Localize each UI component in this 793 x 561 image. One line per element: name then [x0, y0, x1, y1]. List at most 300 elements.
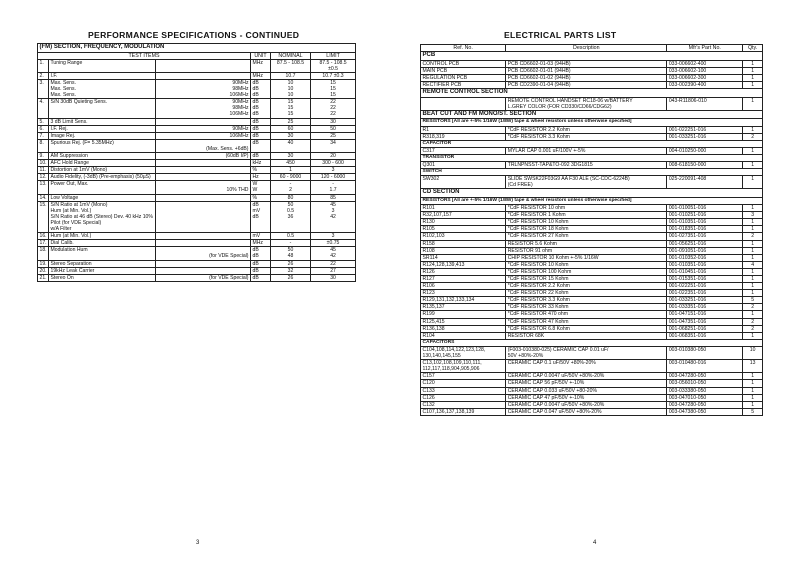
part-description: MYLAR CAP 0.001 uF/100V +-5%: [506, 147, 667, 154]
spec-item: Audio Fidelity, (-3dB) (Pre-emphasis) (50µS): [49, 174, 156, 181]
subsection-heading: RESISTORS [All are +-5% 1/16W (1/8W) tape & wheel resistors unless otherwise specified]: [421, 197, 763, 204]
spec-item: 3 dB Limit Sens.: [49, 118, 156, 125]
part-qty: 1: [743, 126, 763, 133]
spec-unit: dB: [251, 153, 271, 160]
part-ref: R127: [421, 276, 506, 283]
electrical-parts-table: [420, 44, 763, 416]
part-description: *CdF RESISTOR 22 Kohm: [506, 290, 667, 297]
part-description: CERAMIC CAP 0.047 uF/50V +80%-20%: [506, 408, 667, 415]
spec-number: 6.: [38, 125, 49, 132]
spec-unit: W W: [251, 181, 271, 194]
spec-number: 10.: [39, 160, 47, 167]
part-number: 001-033251-016: [667, 133, 743, 140]
spec-condition: 90MHz: [156, 125, 251, 132]
spec-row: [38, 194, 356, 201]
col-header-test-items: TEST ITEMS: [38, 52, 251, 59]
part-ref: R199: [421, 311, 506, 318]
spec-limit: 3: [311, 167, 356, 174]
part-qty: 2: [743, 304, 763, 311]
spec-condition: [156, 59, 251, 72]
spec-unit: dB dB: [251, 247, 271, 260]
spec-item: Hum (at Min. Vol.): [49, 233, 156, 240]
spec-limit: 87.5 - 108.5 ±0.5: [311, 59, 356, 72]
spec-item: AM Suppression: [49, 153, 156, 160]
part-row: [421, 380, 763, 387]
part-number: 001-033251-016: [667, 297, 743, 304]
spec-nominal: 30: [271, 153, 311, 160]
part-ref: MAIN PCB: [421, 67, 506, 74]
spec-nominal: 50 48: [271, 247, 311, 260]
part-number: 001-010451-016: [667, 268, 743, 275]
spec-nominal: 0.5: [271, 233, 311, 240]
part-qty: 5: [743, 408, 763, 415]
spec-number: 21.: [39, 274, 47, 281]
spec-condition: [156, 233, 251, 240]
subsection-heading: TRANSISTOR: [421, 154, 763, 161]
part-number: 003-047380-050: [667, 408, 743, 415]
part-ref: RECTIFIER PCB: [421, 81, 506, 88]
spec-condition: [156, 118, 251, 125]
part-row: [421, 162, 763, 169]
spec-limit: 45 3 42: [311, 201, 356, 232]
col-header-unit: UNIT: [251, 52, 271, 59]
part-number: 001-022351-016: [667, 290, 743, 297]
part-description: REMOTE CONTROL HANDSET RC18-06 w/BATTERY L.GREY COLOR (FOR CD330/CD66/CDG62): [506, 97, 667, 110]
part-row: [421, 325, 763, 332]
part-description: *CdF RESISTOR 3.3 Kohm: [506, 133, 667, 140]
part-ref: C104,108,114,122,123,128, 130,140,145,155: [421, 346, 506, 359]
section-heading: REMOTE CONTROL SECTION: [421, 89, 763, 98]
part-description: *CdF RESISTOR 27 Kohm: [506, 233, 667, 240]
part-number: 004-010250-000: [667, 147, 743, 154]
page-title: PERFORMANCE SPECIFICATIONS - CONTINUED: [88, 30, 300, 40]
part-number: 001-033351-016: [667, 304, 743, 311]
part-ref: R108: [421, 247, 506, 254]
spec-item: Tuning Range: [49, 59, 156, 72]
part-qty: 1: [743, 219, 763, 226]
part-description: CERAMIC CAP 0.0047 uF/50V +80%-20%: [506, 401, 667, 408]
spec-unit: MHz: [251, 59, 271, 72]
part-number: 003-056010-050: [667, 380, 743, 387]
part-number: 033-006602-400: [667, 60, 743, 67]
part-number: 001-022251-016: [667, 283, 743, 290]
part-description: TRLNPNSST-TAP&TO-092 3DG1815: [506, 162, 667, 169]
part-description: CERAMIC CAP 47 pF/50V +-10%: [506, 394, 667, 401]
spec-row: [38, 72, 356, 79]
part-row: [421, 373, 763, 380]
part-ref: R158: [421, 240, 506, 247]
spec-condition: [156, 201, 251, 232]
part-row: [421, 126, 763, 133]
part-number: 001-068251-016: [667, 325, 743, 332]
part-description: PCB CD6602-01-01 (94HB): [506, 67, 667, 74]
spec-nominal: 15 15 15: [271, 99, 311, 118]
spec-item: 19kHz Leak Carrier: [49, 267, 156, 274]
spec-unit: dB: [251, 267, 271, 274]
spec-unit: dB dB dB: [251, 99, 271, 118]
part-row: [421, 346, 763, 359]
spec-limit: 22 22 22: [311, 99, 356, 118]
spec-row: [38, 132, 356, 139]
spec-item: S/N Ratio at 1mV (Mono) Hum (at Min. Vol.) S/N Ratio at 46 dB (Stereo) Dev. 40 kHz 10% Pilot (for VDE Special) w/A Filter: [49, 201, 156, 232]
spec-condition: 90MHz 98MHz 106MHz: [156, 99, 251, 118]
spec-row: [38, 139, 356, 152]
part-ref: C126: [421, 394, 506, 401]
part-description: *CdF RESISTOR 47 Kohm: [506, 318, 667, 325]
spec-number: 2.: [38, 72, 49, 79]
part-row: [421, 332, 763, 339]
part-ref: R129,131,132,133,134: [421, 297, 506, 304]
part-number: 033-002390-400: [667, 81, 743, 88]
section-row: [421, 110, 763, 119]
spec-nominal: 30: [271, 132, 311, 139]
spec-number: 11.: [38, 167, 49, 174]
part-description: *CdF RESISTOR 100 Kohm: [506, 268, 667, 275]
part-qty: 1: [743, 268, 763, 275]
spec-row: [38, 160, 356, 167]
spec-unit: dB dB dB: [251, 79, 271, 98]
section-heading: CD SECTION: [421, 189, 763, 198]
spec-number: 3.: [38, 79, 49, 98]
spec-number: 19.: [39, 260, 47, 267]
part-number: 001-010351-016: [667, 219, 743, 226]
spec-condition: 106MHz: [156, 132, 251, 139]
part-row: [421, 133, 763, 140]
col-header-ref-no: Ref. No.: [421, 45, 506, 52]
part-number: 001-056251-016: [667, 240, 743, 247]
part-qty: 4: [743, 261, 763, 268]
spec-condition: [156, 160, 251, 167]
spec-unit: %: [251, 167, 271, 174]
spec-number: 18.: [38, 247, 49, 260]
part-number: 003-033380-050: [667, 387, 743, 394]
part-row: [421, 261, 763, 268]
part-description: *CdF RESISTOR 2.2 Kohm: [506, 283, 667, 290]
spec-limit: 30: [311, 274, 356, 281]
part-qty: 1: [743, 276, 763, 283]
part-qty: 1: [743, 74, 763, 81]
page-number: 3: [196, 540, 200, 546]
spec-item: Power Out, Max.: [49, 181, 156, 194]
spec-number: 7.: [38, 132, 49, 139]
part-qty: 1: [743, 283, 763, 290]
spec-row: [38, 247, 356, 260]
spec-condition: (for VDE Special): [156, 274, 251, 281]
spec-nominal: 40: [271, 139, 311, 152]
part-description: *CdF RESISTOR 33 Kohm: [506, 304, 667, 311]
spec-row: [38, 233, 356, 240]
part-row: [421, 387, 763, 394]
part-description: *CdF RESISTOR 6.8 Kohm: [506, 325, 667, 332]
part-qty: 1: [743, 290, 763, 297]
subsection-heading: CAPACITORS: [421, 339, 763, 346]
col-header-nominal: NOMINAL: [271, 52, 311, 59]
part-qty: 1: [743, 380, 763, 387]
part-qty: 1: [743, 226, 763, 233]
part-qty: 5: [743, 297, 763, 304]
part-ref: R104: [421, 332, 506, 339]
part-row: [421, 318, 763, 325]
spec-nominal: 87.5 - 108.5: [271, 59, 311, 72]
part-description: *CdF RESISTOR 10 Kohm: [506, 261, 667, 268]
spec-limit: 3: [311, 233, 356, 240]
spec-row: [38, 153, 356, 160]
part-number: 001-091051-016: [667, 247, 743, 254]
spec-number: 17.: [39, 240, 47, 247]
part-number: 025-220091-408: [667, 176, 743, 189]
part-qty: 3: [743, 212, 763, 219]
spec-condition: [156, 260, 251, 267]
part-number: 033-006602-100: [667, 67, 743, 74]
part-ref: R126: [421, 268, 506, 275]
spec-limit: 300 - 600: [311, 160, 356, 167]
part-qty: 1: [743, 147, 763, 154]
spec-row: [38, 240, 356, 247]
part-row: [421, 401, 763, 408]
col-header-limit: LIMIT: [311, 52, 356, 59]
part-qty: 1: [743, 373, 763, 380]
spec-number: 16.: [39, 233, 47, 240]
spec-limit: 85: [311, 194, 356, 201]
spec-row: [38, 79, 356, 98]
part-description: (F003-010380-025) CERAMIC CAP 0.01 uF/ 50V +80%-20%: [506, 346, 667, 359]
part-number: 001-047151-016: [667, 311, 743, 318]
part-ref: R124,128,139,413: [421, 261, 506, 268]
part-number: 003-047010-050: [667, 394, 743, 401]
part-description: CERAMIC CAP 0.1 uF/50V +80%-20%: [506, 360, 667, 373]
part-qty: 1: [743, 97, 763, 110]
part-ref: R136,138: [421, 325, 506, 332]
part-description: *CdF RESISTOR 1 Kohm: [506, 212, 667, 219]
part-number: 008-618150-000: [667, 162, 743, 169]
part-description: *CdF RESISTOR 10 Kohm: [506, 219, 667, 226]
spec-condition: [156, 240, 251, 247]
part-ref: CONTROL PCB: [421, 60, 506, 67]
part-row: [421, 74, 763, 81]
spec-row: [38, 118, 356, 125]
part-description: PCB CD2390-01-04 (94HB): [506, 81, 667, 88]
part-row: [421, 240, 763, 247]
part-row: [421, 233, 763, 240]
part-ref: R1: [421, 126, 506, 133]
spec-condition: 10% THD: [156, 181, 251, 194]
spec-item: I.F. Rej.: [49, 125, 156, 132]
spec-nominal: 80: [271, 194, 311, 201]
part-row: [421, 360, 763, 373]
part-qty: 1: [743, 240, 763, 247]
left-page: [0, 0, 396, 561]
subsection-row: [421, 154, 763, 161]
spec-nominal: -: [271, 240, 311, 247]
part-description: *CdF RESISTOR 10 ohm: [506, 205, 667, 212]
spec-unit: dB: [251, 260, 271, 267]
spec-nominal: - 2: [271, 181, 311, 194]
part-qty: 1: [743, 401, 763, 408]
spec-condition: 90MHz 98MHz 106MHz: [156, 79, 251, 98]
subsection-row: [421, 140, 763, 147]
part-row: [421, 276, 763, 283]
spec-condition: [156, 194, 251, 201]
part-number: 001-015351-016: [667, 276, 743, 283]
spec-row: [38, 274, 356, 281]
part-ref: R106: [421, 283, 506, 290]
section-row: [421, 52, 763, 61]
spec-number: 4.: [38, 99, 49, 118]
part-qty: 1: [743, 387, 763, 394]
spec-item: Stereo Separation: [49, 260, 156, 267]
part-ref: C133: [421, 387, 506, 394]
part-description: *CdF RESISTOR 15 Kohm: [506, 276, 667, 283]
spec-condition: [156, 167, 251, 174]
spec-item: S/N 30dB Quieting Sens.: [49, 99, 156, 118]
part-row: [421, 290, 763, 297]
spec-limit: - 1.7: [311, 181, 356, 194]
page-number: 4: [593, 540, 597, 546]
spec-limit: 120 - 6000: [311, 174, 356, 181]
part-row: [421, 60, 763, 67]
spec-nominal: 26: [271, 260, 311, 267]
part-row: [421, 97, 763, 110]
part-ref: R130: [421, 219, 506, 226]
spec-number: 14.: [39, 194, 47, 201]
part-number: 033-006602-300: [667, 74, 743, 81]
spec-nominal: 450: [271, 160, 311, 167]
spec-nominal: 1: [271, 167, 311, 174]
part-row: [421, 394, 763, 401]
part-number: 001-018351-016: [667, 226, 743, 233]
part-description: CERAMIC CAP 0.0047 uF/50V +80%-20%: [506, 373, 667, 380]
part-ref: R135,137: [421, 304, 506, 311]
spec-item: Modulation Hum: [49, 247, 156, 260]
col-header-description: Description: [506, 45, 667, 52]
part-number: 001-010251-016: [667, 212, 743, 219]
part-ref: C317: [421, 147, 506, 154]
subsection-row: [421, 197, 763, 204]
part-row: [421, 205, 763, 212]
spec-condition: [156, 267, 251, 274]
part-number: 001-010352-016: [667, 254, 743, 261]
spec-nominal: 32: [271, 267, 311, 274]
subsection-heading: SWITCH: [421, 169, 763, 176]
part-ref: C157: [421, 373, 506, 380]
spec-unit: kHz: [251, 160, 271, 167]
part-number: 003-047280-050: [667, 401, 743, 408]
spec-unit: dB: [251, 118, 271, 125]
part-row: [421, 254, 763, 261]
section-heading: PCB: [421, 52, 763, 61]
spec-row: [38, 99, 356, 118]
part-number: 003-010380-050: [667, 346, 743, 359]
spec-number: 12.: [39, 174, 47, 181]
part-ref: R318,319: [421, 133, 506, 140]
spec-condition: (Max. Sens. +6dB): [156, 139, 251, 152]
part-qty: 2: [743, 318, 763, 325]
part-qty: 10: [743, 346, 763, 359]
part-qty: 1: [743, 394, 763, 401]
part-ref: [421, 97, 506, 110]
spec-nominal: 26: [271, 274, 311, 281]
part-row: [421, 176, 763, 189]
part-ref: R101: [421, 205, 506, 212]
spec-item: Spurious Rej. (F= 5.35MHz): [49, 139, 156, 152]
part-description: CHIP RESISTOR 10 Kohm +-5% 1/16W: [506, 254, 667, 261]
spec-item: AFC Hold Range: [49, 160, 156, 167]
spec-condition: (for VDE Special): [156, 247, 251, 260]
part-ref: C13,102,108,109,110,111, 112,117,118,904,905,906: [421, 360, 506, 373]
section-row: [421, 189, 763, 198]
part-ref: R123: [421, 290, 506, 297]
part-row: [421, 304, 763, 311]
part-qty: 1: [743, 162, 763, 169]
spec-limit: 30: [311, 118, 356, 125]
spec-nominal: 10 10 10: [271, 79, 311, 98]
part-description: RESISTOR 5.6 Kohm: [506, 240, 667, 247]
part-row: [421, 408, 763, 415]
spec-row: [38, 174, 356, 181]
part-qty: 1: [743, 332, 763, 339]
spec-item: Max. Sens. Max. Sens. Max. Sens.: [49, 79, 156, 98]
part-ref: SR114: [421, 254, 506, 261]
spec-limit: 15 15 15: [311, 79, 356, 98]
part-description: CERAMIC CAP 56 pF/50V +-10%: [506, 380, 667, 387]
part-row: [421, 219, 763, 226]
spec-unit: MHz: [251, 72, 271, 79]
part-ref: R32,107,157: [421, 212, 506, 219]
subsection-row: [421, 119, 763, 126]
part-row: [421, 268, 763, 275]
part-qty: 1: [743, 60, 763, 67]
part-qty: 1: [743, 67, 763, 74]
part-row: [421, 81, 763, 88]
spec-number: 1.: [38, 59, 49, 72]
col-header-qty: Qty.: [743, 45, 763, 52]
part-ref: R105: [421, 226, 506, 233]
spec-unit: dB: [251, 132, 271, 139]
part-description: *CdF RESISTOR 2.2 Kohm: [506, 126, 667, 133]
part-row: [421, 212, 763, 219]
spec-nominal: 60: [271, 125, 311, 132]
part-description: RESISTOR 91 ohm: [506, 247, 667, 254]
spec-item: Distortion at 1mV (Mono): [49, 167, 156, 174]
part-description: *CdF RESISTOR 470 ohm: [506, 311, 667, 318]
spec-limit: 27: [311, 267, 356, 274]
part-qty: 1: [743, 311, 763, 318]
part-ref: C120: [421, 380, 506, 387]
spec-nominal: 10.7: [271, 72, 311, 79]
section-heading: BEAT CUT AND FM MONO/ST. SECTION: [421, 110, 763, 119]
part-qty: 1: [743, 254, 763, 261]
part-number: 001-027351-016: [667, 233, 743, 240]
spec-unit: dB: [251, 125, 271, 132]
spec-item: Image Rej.: [49, 132, 156, 139]
spec-item: I.F.: [49, 72, 156, 79]
spec-limit: 25: [311, 132, 356, 139]
part-description: *CdF RESISTOR 18 Kohm: [506, 226, 667, 233]
spec-limit: 50: [311, 125, 356, 132]
spec-number: 20.: [39, 267, 47, 274]
spec-condition: (60dB I/P): [156, 153, 251, 160]
part-row: [421, 311, 763, 318]
part-row: [421, 297, 763, 304]
part-qty: 1: [743, 247, 763, 254]
spec-limit: 20: [311, 153, 356, 160]
part-qty: 1: [743, 176, 763, 189]
part-row: [421, 247, 763, 254]
spec-limit: ±0.75: [311, 240, 356, 247]
subsection-row: [421, 169, 763, 176]
part-number: 001-047351-016: [667, 318, 743, 325]
spec-row: [38, 125, 356, 132]
